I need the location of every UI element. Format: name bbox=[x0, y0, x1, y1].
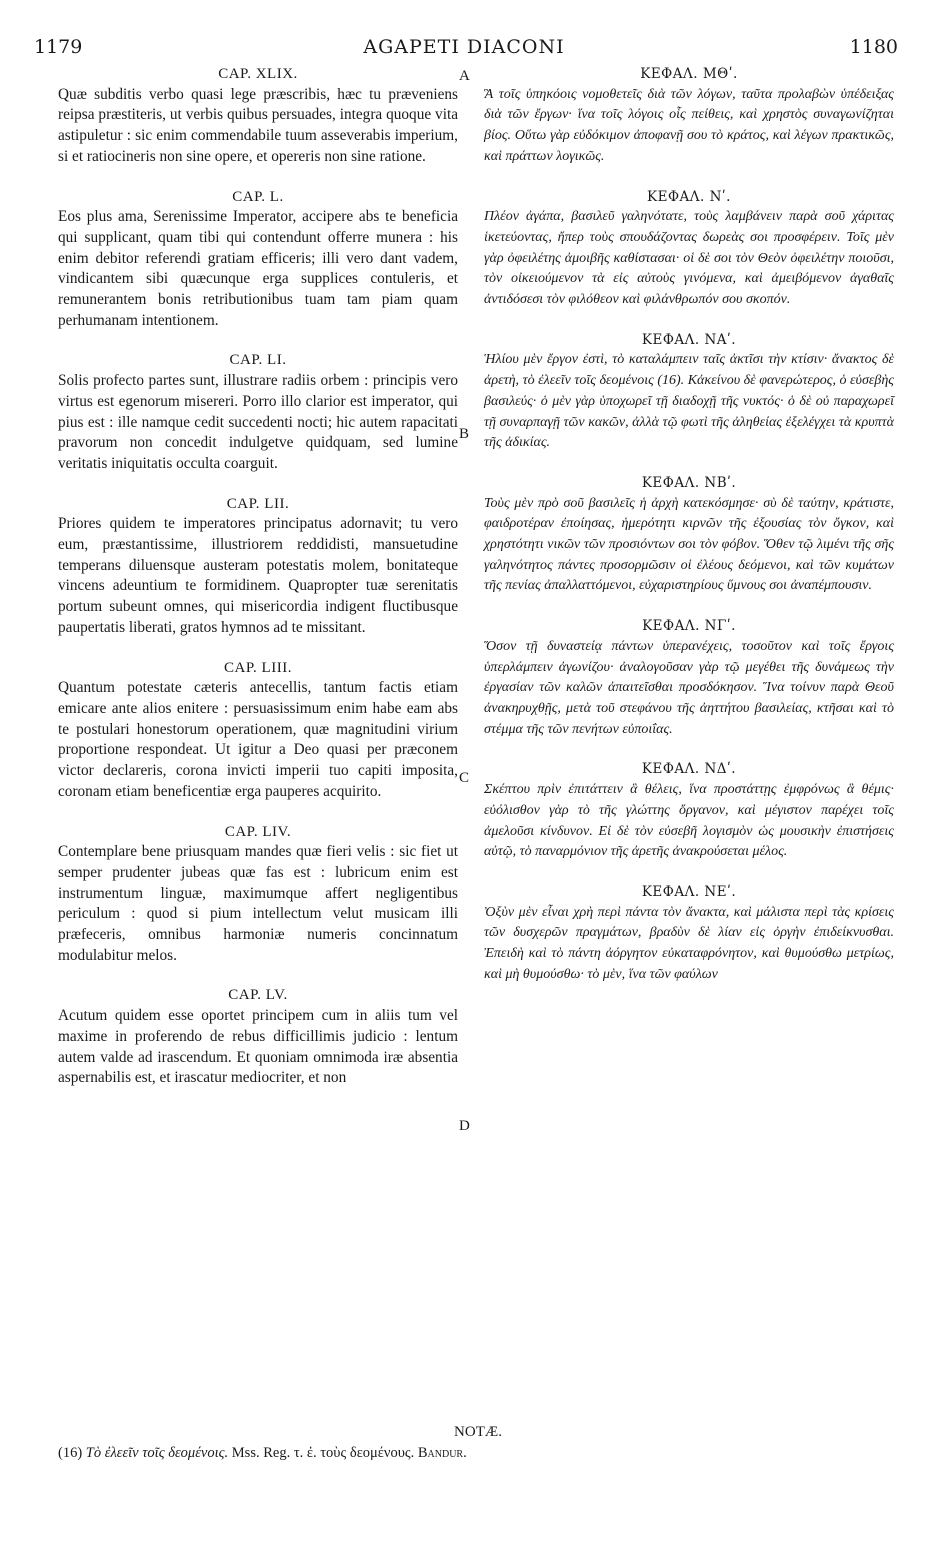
chapter-text: Acutum quidem esse oportet principem cum in aliis tum vel maxime in proferendo de rebus difficillimis judicio : lentum autem valde ad irascendum. Et quoniam omnimoda iræ absentia aspernabilis est, et irascatur mediocriter, et non bbox=[58, 1007, 458, 1087]
chapter-text: Quæ subditis verbo quasi lege præscribis, hæc tu præveniens reipsa præstiteris, ut verbis quibus persuades, integra quoque vita astipuletur : sic enim commendabile tuum asseverabis imperium, si et ratiocineris non sine opere, et opereris non sine ratione. bbox=[58, 85, 458, 165]
chapter-heading: ΚΕΦΑΛ. ΝΔʹ. bbox=[641, 761, 737, 778]
latin-chapter bbox=[58, 187, 458, 332]
chapter-text: Solis profecto partes sunt, illustrare radiis orbem : principis vero virtus est egenorum misereri. Porro illo clarior est imperator, qui pius est : ille namque cedit succedenti nocti; hic autem rapacitati pravorum non concedit indulgetve quidquam, sed lumine veritatis iniquitatis occulta coarguit. bbox=[58, 372, 458, 472]
chapter-heading: CAP. LIV. bbox=[224, 823, 292, 840]
footnote bbox=[58, 1445, 898, 1462]
margin-letter-c: C bbox=[459, 770, 470, 786]
greek-chapter bbox=[484, 64, 894, 168]
chapter-heading: CAP. L. bbox=[232, 188, 284, 205]
greek-chapter bbox=[484, 616, 894, 740]
chapter-text: Ὅσον τῇ δυναστείᾳ πάντων ὑπερανέχεις, τοσοῦτον καὶ τοῖς ἔργοις ὑπερλάμπειν ἀγωνίζου· ἀναλογοῦσαν γὰρ τῷ μεγέθει τῆς δυνάμεως τὴν ἐργασίαν τῶν καλῶν ἀπαιτεῖσθαι προσδόκησον. Ἵνα τοίνυν παρὰ Θεοῦ ἀνακηρυχθῇς, μετὰ τοῦ στεφάνου τῆς ἀηττήτου βασιλείας, κτῆσαι καὶ τὸ στέμμα τῆς τῶν πενήτων εὐποιΐας. bbox=[484, 638, 894, 737]
chapter-heading: ΚΕΦΑΛ. ΝΕʹ. bbox=[641, 883, 737, 900]
latin-chapter bbox=[58, 350, 458, 474]
chapter-heading: ΚΕΦΑΛ. ΜΘʹ. bbox=[640, 66, 738, 82]
page-number-left: 1179 bbox=[34, 36, 83, 58]
chapter-heading: CAP. XLIX. bbox=[218, 66, 298, 82]
chapter-text: Ἃ τοῖς ὑπηκόοις νομοθετεῖς διὰ τῶν λόγων, ταῦτα προλαβὼν ὑπέδειξας διὰ τῶν ἔργων· ἵνα τοῖς λόγοις οἷς πείθεις, καὶ χρηστὸς συναγωνίζηται βίος. Οὕτω γὰρ εὐδόκιμον ἀποφανῇ σου τὸ κράτος, καὶ λέγων πρακτικῶς, καὶ πράττων λογικῶς. bbox=[484, 86, 894, 164]
greek-column bbox=[484, 64, 894, 1004]
margin-letter-a: A bbox=[459, 68, 470, 84]
chapter-heading: ΚΕΦΑΛ. ΝΓʹ. bbox=[642, 618, 736, 635]
greek-chapter bbox=[484, 187, 894, 311]
footnote-number: (16) bbox=[58, 1445, 83, 1461]
running-title: AGAPETI DIACONI bbox=[363, 36, 565, 58]
footnote-greek: Τὸ ἐλεεῖν τοῖς δεομένοις. bbox=[85, 1445, 229, 1461]
greek-chapter bbox=[484, 759, 894, 863]
latin-chapter bbox=[58, 985, 458, 1089]
greek-chapter bbox=[484, 473, 894, 597]
latin-chapter bbox=[58, 494, 458, 639]
latin-chapter bbox=[58, 64, 458, 168]
chapter-text: Eos plus ama, Serenissime Imperator, accipere abs te beneficia qui supplicant, quam tibi qui contendunt offerre munera : his enim debitor referendi gratiam efficeris; illi vero dant vadem, vindicantem sibi quæcunque erga supplices contuleris, et remunerantem bonis retributionibus tuam tam piam quam perhumanam intentionem. bbox=[58, 208, 458, 329]
greek-chapter bbox=[484, 882, 894, 986]
chapter-heading: CAP. LII. bbox=[226, 495, 290, 512]
margin-letter-d: D bbox=[459, 1118, 470, 1134]
page-header bbox=[24, 36, 904, 64]
chapter-heading: CAP. LIII. bbox=[224, 659, 292, 676]
chapter-heading: CAP. LV. bbox=[228, 987, 288, 1004]
chapter-text: Priores quidem te imperatores principatus adornavit; tu vero eum, præstantissime, illustriorem reddidisti, mansuetudine temperans diluensque austeram potestatis molem, bonitateque vincens adeuntium te formidinem. Quapropter tuæ serenitatis portum subeunt omnes, qui misericordia indigent fluctibusque paupertatis liberati, gratos hymnos ad te missitant. bbox=[58, 515, 458, 636]
chapter-text: Τοὺς μὲν πρὸ σοῦ βασιλεῖς ἡ ἀρχὴ κατεκόσμησε· σὺ δὲ ταύτην, κράτιστε, φαιδροτέραν ἐποίησας, ἡμερότητι κιρνῶν τῆς ἐξουσίας τὸν ὄγκον, καὶ χρηστότητι νικῶν τῶν προσιόντων σοι τὸν φόβον. Ὅθεν τῷ λιμένι τῆς σῆς γαληνότητος πάντες προσορμῶσιν οἱ ἐλέους δεόμενοι, καὶ τῶν κυμάτων τῆς πενίας ἀπαλλαττόμενοι, εὐχαριστηρίους ὕμνους σοι ἀναπέμπουσιν. bbox=[484, 495, 894, 594]
chapter-text: Σκέπτου πρὶν ἐπιτάττειν ἃ θέλεις, ἵνα προστάττῃς ἐμφρόνως ἃ θέμις· εὐόλισθον γὰρ τὸ τῆς γλώττης ὄργανον, καὶ μέγιστον παρέχει τοῖς ἀμελοῦσι κίνδυνον. Εἰ δὲ τὸν εὐσεβῆ λογισμὸν ὡς μουσικὴν ἐπιστήσεις αὐτῷ, τὸ παναρμόνιον τῆς ἀρετῆς ἀνακρούσεται μέλος. bbox=[484, 782, 894, 860]
chapter-text: Ὀξὺν μὲν εἶναι χρὴ περὶ πάντα τὸν ἄνακτα, καὶ μάλιστα περὶ τὰς κρίσεις τῶν δυσχερῶν πραγμάτων, βραδὺν δὲ λίαν εἰς ὀργὴν ἐπιδείκνυσθαι. Ἐπειδὴ καὶ τὸ πάντη ἀόργητον εὐκαταφρόνητον, καὶ θυμούσθω μετρίως, καὶ μὴ θυμούσθω· τὸ μὲν, ἵνα τῶν φαύλων bbox=[484, 904, 894, 982]
chapter-text: Quantum potestate cæteris antecellis, tantum factis etiam emicare ante alios enitere : persuasissimum enim habe eam abs te postulari honestorum operationem, quæ magnitudini virium proportione respondeat. Ut igitur a Deo quasi per præconem victor declareris, corona invicti imperii tuo capiti imposita, coronam etiam beneficentiæ erga pauperes acquirito. bbox=[58, 679, 458, 800]
notes-section bbox=[58, 1424, 898, 1462]
margin-letter-b: B bbox=[459, 426, 470, 442]
chapter-heading: ΚΕΦΑΛ. Νʹ. bbox=[647, 188, 731, 205]
latin-chapter bbox=[58, 658, 458, 803]
chapter-heading: ΚΕΦΑΛ. ΝΑʹ. bbox=[641, 331, 737, 348]
greek-chapter bbox=[484, 330, 894, 454]
chapter-text: Ἡλίου μὲν ἔργον ἐστὶ, τὸ καταλάμπειν ταῖς ἀκτῖσι τὴν κτίσιν· ἄνακτος δὲ ἀρετὴ, τὸ ἐλεεῖν τοῖς δεομένοις (16). Κἀκείνου δὲ φανερώτερος, ὁ εὐσεβὴς βασιλεύς· ὁ μὲν γὰρ ὑποχωρεῖ τῇ διαδοχῇ τῆς νυκτός· ὁ δὲ οὐ παραχωρεῖ τῇ συναρπαγῇ τῶν κακῶν, ἀλλὰ τῷ φωτὶ τῆς ἀληθείας ἐξελέγχει τὰ κρυπτὰ τῆς ἀδικίας. bbox=[484, 352, 894, 451]
chapter-heading: ΚΕΦΑΛ. ΝΒʹ. bbox=[641, 474, 737, 491]
page-number-right: 1180 bbox=[849, 36, 898, 58]
latin-column bbox=[58, 64, 458, 1108]
chapter-heading: CAP. LI. bbox=[229, 352, 287, 369]
latin-chapter bbox=[58, 822, 458, 967]
chapter-text: Contemplare bene priusquam mandes quæ fieri velis : sic fiet ut semper prudenter jubeas quæ fas est : lubricum enim est instrumentum linguæ, maximumque affert negligentibus periculum : quod si pium intellectum velut musicam illi præfeceris, omnibus harmoniæ numeris concinnatum modulabitur melos. bbox=[58, 843, 458, 964]
footnote-source: Mss. Reg. τ. ἐ. τοὺς δεομένους. bbox=[231, 1445, 415, 1461]
notes-title: NOTÆ. bbox=[454, 1424, 502, 1440]
chapter-text: Πλέον ἀγάπα, βασιλεῦ γαληνότατε, τοὺς λαμβάνειν παρὰ σοῦ χάριτας ἱκετεύοντας, ἤπερ τοὺς σπουδάζοντας δωρεὰς σοι προσφέρειν. Τοῖς μὲν γὰρ ὀφειλέτης ἀμοιβῆς καθίστασαι· οἱ δὲ σοι τὸν Θεὸν ὀφειλέτην ποιοῦσι, τὸν οἰκειούμενον τὰ εἰς αὐτοὺς γινόμενα, καὶ ἀμειβόμενον ἀγαθαῖς ἀντιδόσεσι τὸν φιλόθεον καὶ φιλάνθρωπόν σου σκοπόν. bbox=[484, 209, 894, 308]
footnote-author: Bandur. bbox=[417, 1445, 467, 1461]
